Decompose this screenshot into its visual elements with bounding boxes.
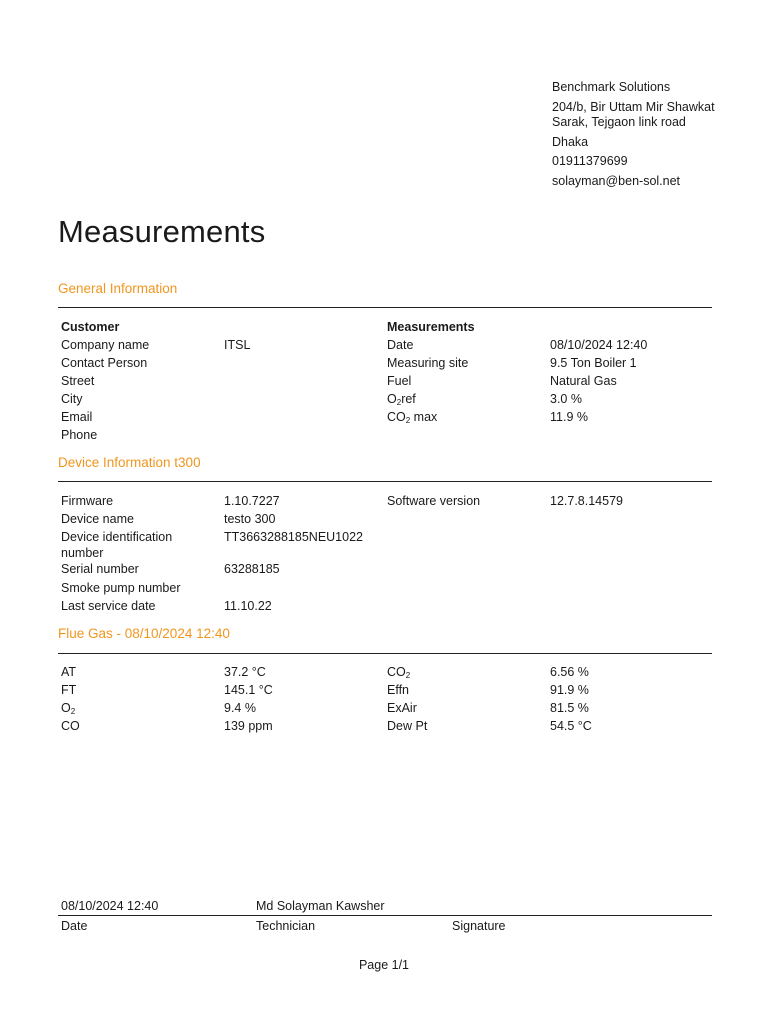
ft-value: 145.1 °C <box>224 683 273 697</box>
dew-point-label: Dew Pt <box>387 719 428 733</box>
measurement-date-label: Date <box>387 338 414 352</box>
company-email: solayman@ben-sol.net <box>552 173 681 188</box>
ft-label: FT <box>61 683 77 697</box>
device-name-value: testo 300 <box>224 512 276 526</box>
contact-person-label: Contact Person <box>61 356 148 370</box>
flue-gas-divider <box>58 653 712 654</box>
email-label: Email <box>61 410 93 424</box>
company-address-block <box>552 80 732 189</box>
measuring-site-label: Measuring site <box>387 356 469 370</box>
flue-gas-heading: Flue Gas - 08/10/2024 12:40 <box>58 626 230 641</box>
company-name: Benchmark Solutions <box>552 80 671 94</box>
page-title: Measurements <box>58 214 266 249</box>
street-label: Street <box>61 374 95 388</box>
co-value: 139 ppm <box>224 719 273 733</box>
co2max-label: $CO_2$ max <box>387 410 438 425</box>
fuel-label: Fuel <box>387 374 412 388</box>
phone-label: Phone <box>61 428 98 442</box>
firmware-label: Firmware <box>61 494 114 508</box>
page-number: Page 1/1 <box>358 958 410 972</box>
exair-value: 81.5 % <box>550 701 589 715</box>
co-label: CO <box>61 719 80 733</box>
smoke-pump-label: Smoke pump number <box>61 581 181 595</box>
o2ref-value: 3.0 % <box>550 392 582 406</box>
measurement-date-value: 08/10/2024 12:40 <box>550 338 648 352</box>
device-information-heading: Device Information t300 <box>58 455 201 470</box>
company-name-label: Company name <box>61 338 150 352</box>
o2-value: 9.4 % <box>224 701 256 715</box>
company-city: Dhaka <box>552 134 589 149</box>
footer-technician-label: Technician <box>256 919 316 933</box>
effn-value: 91.9 % <box>550 683 589 697</box>
company-phone: 01911379699 <box>552 154 628 168</box>
dew-point-value: 54.5 °C <box>550 719 592 733</box>
software-version-value: 12.7.8.14579 <box>550 494 623 508</box>
footer-date-value: 08/10/2024 12:40 <box>61 899 159 913</box>
serial-number-label: Serial number <box>61 562 139 576</box>
co2-label: $CO_2$ <box>387 665 411 680</box>
co2max-value: 11.9 % <box>550 410 588 424</box>
measurements-header: Measurements <box>387 320 475 334</box>
device-id-label: Device identification number <box>61 530 173 560</box>
exair-label: ExAir <box>387 701 417 715</box>
last-service-value: 11.10.22 <box>224 599 272 613</box>
device-name-label: Device name <box>61 512 134 526</box>
co2-value: 6.56 % <box>550 665 589 679</box>
o2-label: $O_2$ <box>61 701 76 716</box>
footer-signature-label: Signature <box>452 919 506 933</box>
general-divider <box>58 307 712 308</box>
at-value: 37.2 °C <box>224 665 266 679</box>
city-label: City <box>61 392 83 406</box>
measuring-site-value: 9.5 Ton Boiler 1 <box>550 356 637 370</box>
at-label: AT <box>61 665 77 679</box>
footer-divider <box>58 915 712 916</box>
footer-date-label: Date <box>61 919 88 933</box>
customer-header: Customer <box>61 320 120 334</box>
software-version-label: Software version <box>387 494 481 508</box>
device-divider <box>58 481 712 482</box>
fuel-value: Natural Gas <box>550 374 617 388</box>
serial-number-value: 63288185 <box>224 562 280 576</box>
device-id-value: TT3663288185NEU1022 <box>224 530 363 544</box>
footer-technician-value: Md Solayman Kawsher <box>256 899 385 913</box>
firmware-value: 1.10.7227 <box>224 494 280 508</box>
last-service-label: Last service date <box>61 599 156 613</box>
company-street: 204/b, Bir Uttam Mir Shawkat Sarak, Tejgaon link road <box>552 99 715 129</box>
effn-label: Effn <box>387 683 410 697</box>
company-name-value: ITSL <box>224 338 251 352</box>
o2ref-label: $O_2ref$ <box>387 392 416 407</box>
general-information-heading: General Information <box>58 281 178 296</box>
